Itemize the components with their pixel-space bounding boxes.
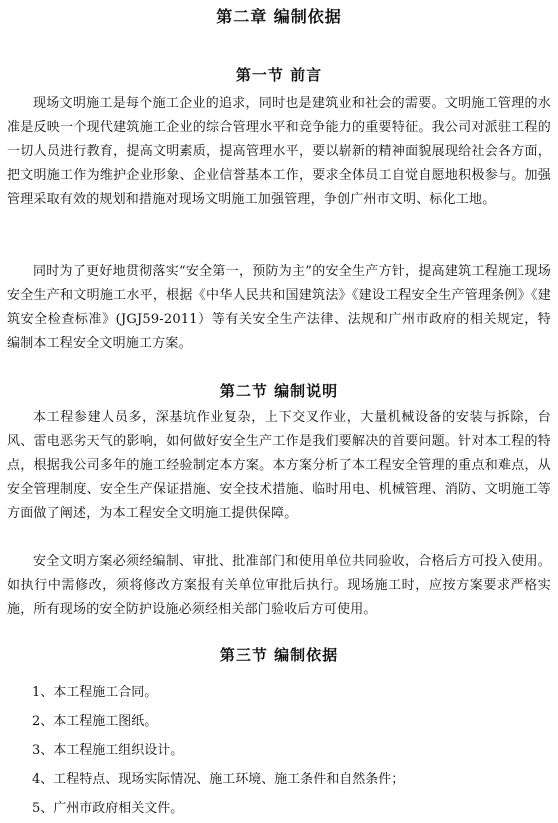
section-title-preface: 第一节 前言 <box>235 66 323 84</box>
section-title-explanation: 第二节 编制说明 <box>219 382 339 400</box>
list-item: 2、本工程施工图纸。 <box>32 714 158 729</box>
list-item: 1、本工程施工合同。 <box>32 685 158 700</box>
explanation-paragraph-1: 本工程参建人员多，深基坑作业复杂，上下交叉作业，大量机械设备的安装与拆除，台风、雷电恶劣天气的影响，如何做好安全生产工作是我们要解决的首要问题。针对本工程的特点，根据我公司多年的施工经验制定本方案。本方案分析了本工程安全管理的重点和难点，从安全管理制度、安全生产保证措施、安全技术措施、临时用电、机械管理、消防、文明施工等方面做了阐述，为本工程安全文明施工提供保障。 <box>7 410 551 521</box>
preface-paragraph-2: 同时为了更好地贯彻落实“安全第一，预防为主”的安全生产方针，提高建筑工程施工现场安全生产和文明施工水平，根据《中华人民共和国建筑法》《建设工程安全生产管理条例》《建筑安全检查标准》(JGJ59-2011）等有关安全生产法律、法规和广州市政府的相关规定，特编制本工程安全文明施工方案。 <box>7 264 551 351</box>
list-item: 3、本工程施工组织设计。 <box>32 743 184 758</box>
list-item: 4、工程特点、现场实际情况、施工环境、施工条件和自然条件； <box>32 772 405 787</box>
preface-paragraph-1: 现场文明施工是每个施工企业的追求，同时也是建筑业和社会的需要。文明施工管理的水准是反映一个现代建筑施工企业的综合管理水平和竞争能力的重要特征。我公司对派驻工程的一切人员进行教育，提高文明素质，提高管理水平，要以崭新的精神面貌展现给社会各方面，把文明施工作为维护企业形象、企业信誉基本工作，要求全体员工自觉自愿地积极参与。加强管理采取有效的规划和措施对现场文明施工加强管理，争创广州市文明、标化工地。 <box>7 96 551 207</box>
basis-list <box>32 678 404 823</box>
list-item: 5、广州市政府相关文件。 <box>32 801 184 816</box>
explanation-paragraph-2: 安全文明方案必须经编制、审批、批准部门和使用单位共同验收，合格后方可投入使用。如执行中需修改，须将修改方案报有关单位审批后执行。现场施工时，应按方案要求严格实施，所有现场的安全防护设施必须经相关部门验收后方可使用。 <box>7 554 551 617</box>
chapter-title: 第二章 编制依据 <box>216 7 342 26</box>
section-title-basis: 第三节 编制依据 <box>219 646 339 664</box>
